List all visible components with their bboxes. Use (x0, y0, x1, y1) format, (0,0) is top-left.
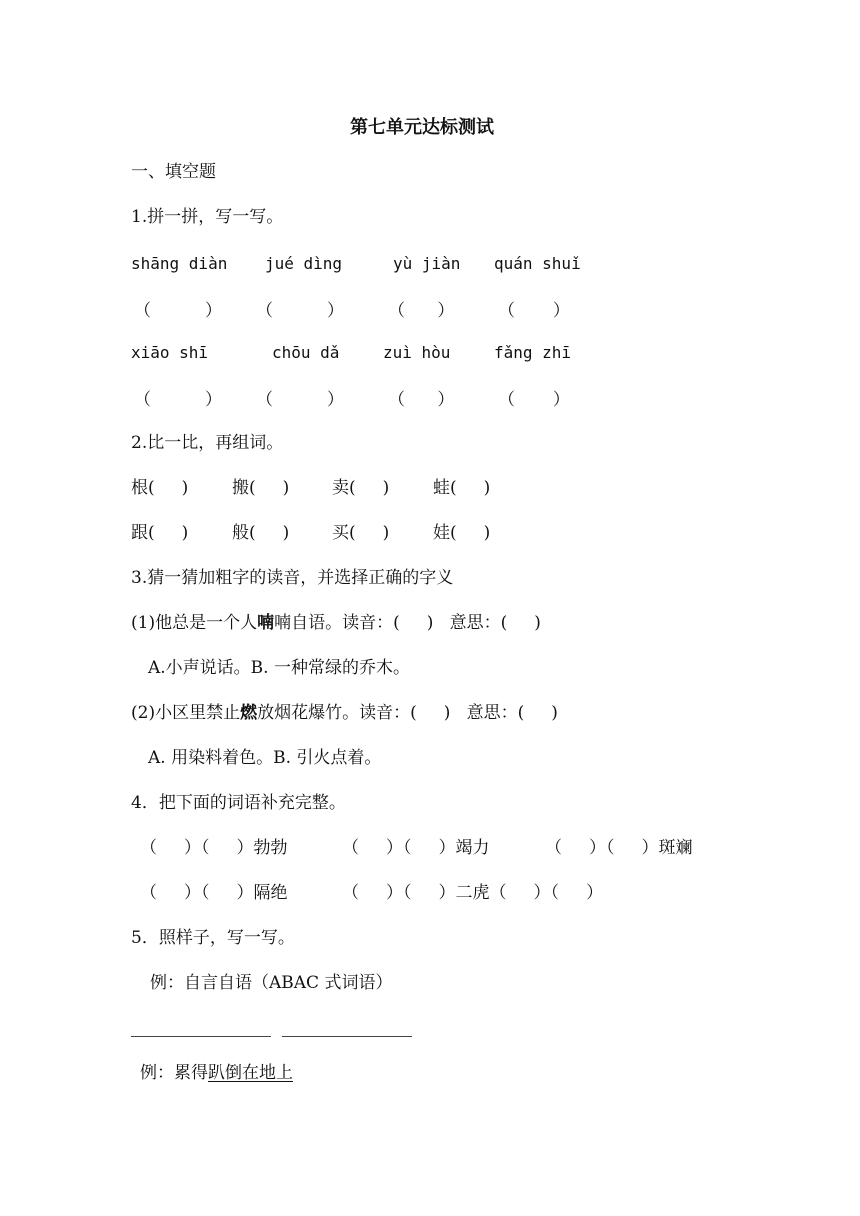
page-title: 第七单元达标测试 (350, 117, 494, 138)
question-3-heading: 3.猜一猜加粗字的读音，并选择正确的字义 (131, 568, 454, 588)
question-5-heading: 5．照样子，写一写。 (131, 928, 295, 948)
example-1: 例：自言自语（ABAC 式词语） (150, 973, 393, 993)
section-heading: 一、填空题 (131, 162, 216, 182)
pinyin-item: shāng diàn (131, 254, 228, 273)
answer-blank[interactable]: （ ） (256, 390, 345, 410)
answer-blank[interactable]: （ ） (498, 390, 570, 410)
answer-blank[interactable]: （ ） (388, 390, 455, 410)
idiom-blank[interactable]: （ ）（ ）二虎（ ）（ ） (342, 883, 604, 903)
answer-blank[interactable]: （ ） (388, 301, 455, 321)
compare-item[interactable]: 搬( ) (232, 478, 290, 498)
pinyin-item: xiāo shī (131, 343, 209, 362)
question-1-heading: 1.拼一拼，写一写。 (131, 207, 284, 227)
answer-blank[interactable]: （ ） (134, 390, 223, 410)
idiom-blank[interactable]: （ ）（ ）竭力 (342, 838, 490, 858)
pinyin-item: jué dìng (265, 254, 343, 273)
bold-character: 喃 (257, 613, 275, 633)
answer-blank[interactable]: （ ） (256, 301, 345, 321)
idiom-blank[interactable]: （ ）（ ）隔绝 (140, 883, 288, 903)
compare-item[interactable]: 跟( ) (131, 523, 189, 543)
question-3-sentence-2: (2)小区里禁止燃放烟花爆竹。读音：( ) 意思：( ) (131, 703, 558, 723)
example-2: 例：累得趴倒在地上 (140, 1063, 293, 1083)
answer-blank[interactable]: （ ） (498, 301, 570, 321)
compare-item[interactable]: 娃( ) (433, 523, 491, 543)
question-3-options-2: A. 用染料着色。B. 引火点着。 (148, 748, 382, 768)
compare-item[interactable]: 根( ) (131, 478, 189, 498)
question-3-sentence-1: (1)他总是一个人喃喃自语。读音：( ) 意思：( ) (131, 613, 541, 633)
pinyin-item: zuì hòu (383, 343, 451, 362)
compare-item[interactable]: 般( ) (232, 523, 290, 543)
compare-item[interactable]: 卖( ) (332, 478, 390, 498)
compare-item[interactable]: 蛙( ) (433, 478, 491, 498)
answer-line[interactable] (131, 1036, 271, 1037)
idiom-blank[interactable]: （ ）（ ）斑斓 (545, 838, 693, 858)
pinyin-item: chōu dǎ (272, 343, 340, 362)
question-4-heading: 4．把下面的词语补充完整。 (131, 793, 346, 813)
question-2-heading: 2.比一比，再组词。 (131, 433, 284, 453)
bold-character: 燃 (240, 703, 258, 723)
pinyin-item: fǎng zhī (494, 343, 572, 362)
answer-blank[interactable]: （ ） (134, 301, 223, 321)
idiom-blank[interactable]: （ ）（ ）勃勃 (140, 838, 288, 858)
question-3-options-1: A.小声说话。B. 一种常绿的乔木。 (148, 658, 410, 678)
underlined-phrase: 趴倒在地上 (208, 1063, 293, 1083)
answer-line[interactable] (282, 1036, 412, 1037)
pinyin-item: quán shuǐ (494, 254, 581, 273)
pinyin-item: yù jiàn (393, 254, 461, 273)
compare-item[interactable]: 买( ) (332, 523, 390, 543)
